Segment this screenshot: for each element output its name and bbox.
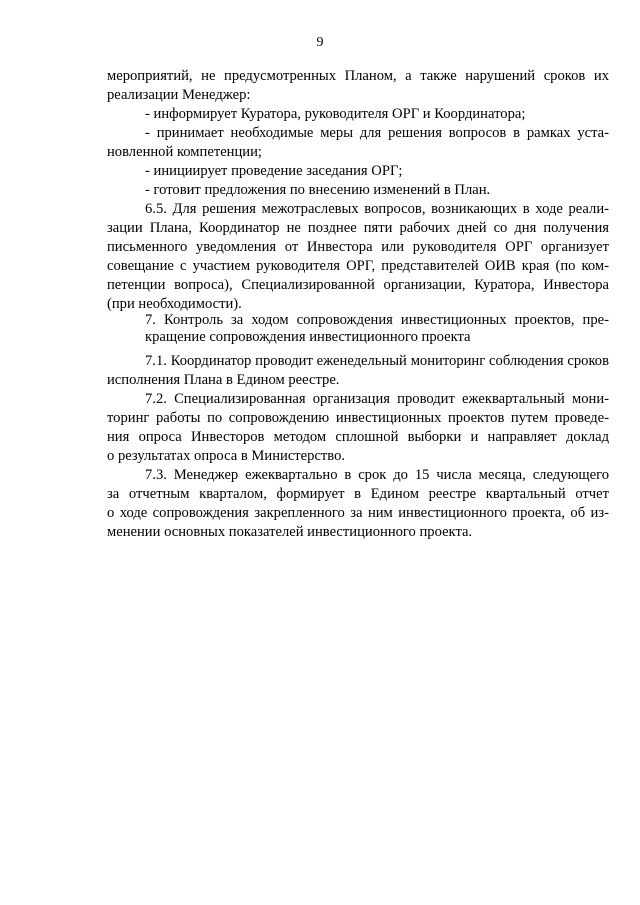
list-item: - принимает необходимые меры для решения вопросов в рамках уста- [145,125,609,141]
text-line: (при необходимости). [107,296,242,312]
text-line: о ходе сопровождения закрепленного за ним инвестиционного проекта, об из- [107,505,609,521]
list-item: - готовит предложения по внесению изменений в План. [145,182,491,198]
text-line: исполнения Плана в Едином реестре. [107,372,340,388]
text-line: 7.1. Координатор проводит еженедельный мониторинг соблюдения сроков [145,353,609,369]
list-item-continued: новленной компетенции; [107,144,262,160]
text-line: 6.5. Для решения межотраслевых вопросов, возникающих в ходе реали- [145,201,609,217]
text-line: письменного уведомления от Инвестора или руководителя ОРГ организует [107,239,609,255]
text-line: о результатах опроса в Министерство. [107,448,346,464]
list-item: - информирует Куратора, руководителя ОРГ и Координатора; [145,106,526,122]
section-heading-continued: кращение сопровождения инвестиционного проекта [145,329,471,345]
text-line: зации Плана, Координатор не позднее пяти рабочих дней со дня получения [107,220,609,236]
text-line: торинг работы по сопровождению инвестиционных проектов путем проведе- [107,410,609,426]
text-line: менении основных показателей инвестиционного проекта. [107,524,473,540]
text-line: мероприятий, не предусмотренных Планом, а также нарушений сроков их [107,68,609,84]
text-line: реализации Менеджер: [107,87,251,103]
text-line: ния опроса Инвесторов методом сплошной выборки и направляет доклад [107,429,609,445]
list-item: - инициирует проведение заседания ОРГ; [145,163,403,179]
text-line: 7.3. Менеджер ежеквартально в срок до 15 числа месяца, следующего [145,467,609,483]
page-number: 9 [316,35,324,50]
text-line: совещание с участием руководителя ОРГ, представителей ОИВ края (по ком- [107,258,609,274]
text-line: петенции вопроса), Специализированной организации, Куратора, Инвестора [107,277,609,293]
section-heading: 7. Контроль за ходом сопровождения инвестиционных проектов, пре- [145,312,609,328]
text-line: за отчетным кварталом, формирует в Едином реестре квартальный отчет [107,486,609,502]
text-line: 7.2. Специализированная организация проводит ежеквартальный мони- [145,391,609,407]
